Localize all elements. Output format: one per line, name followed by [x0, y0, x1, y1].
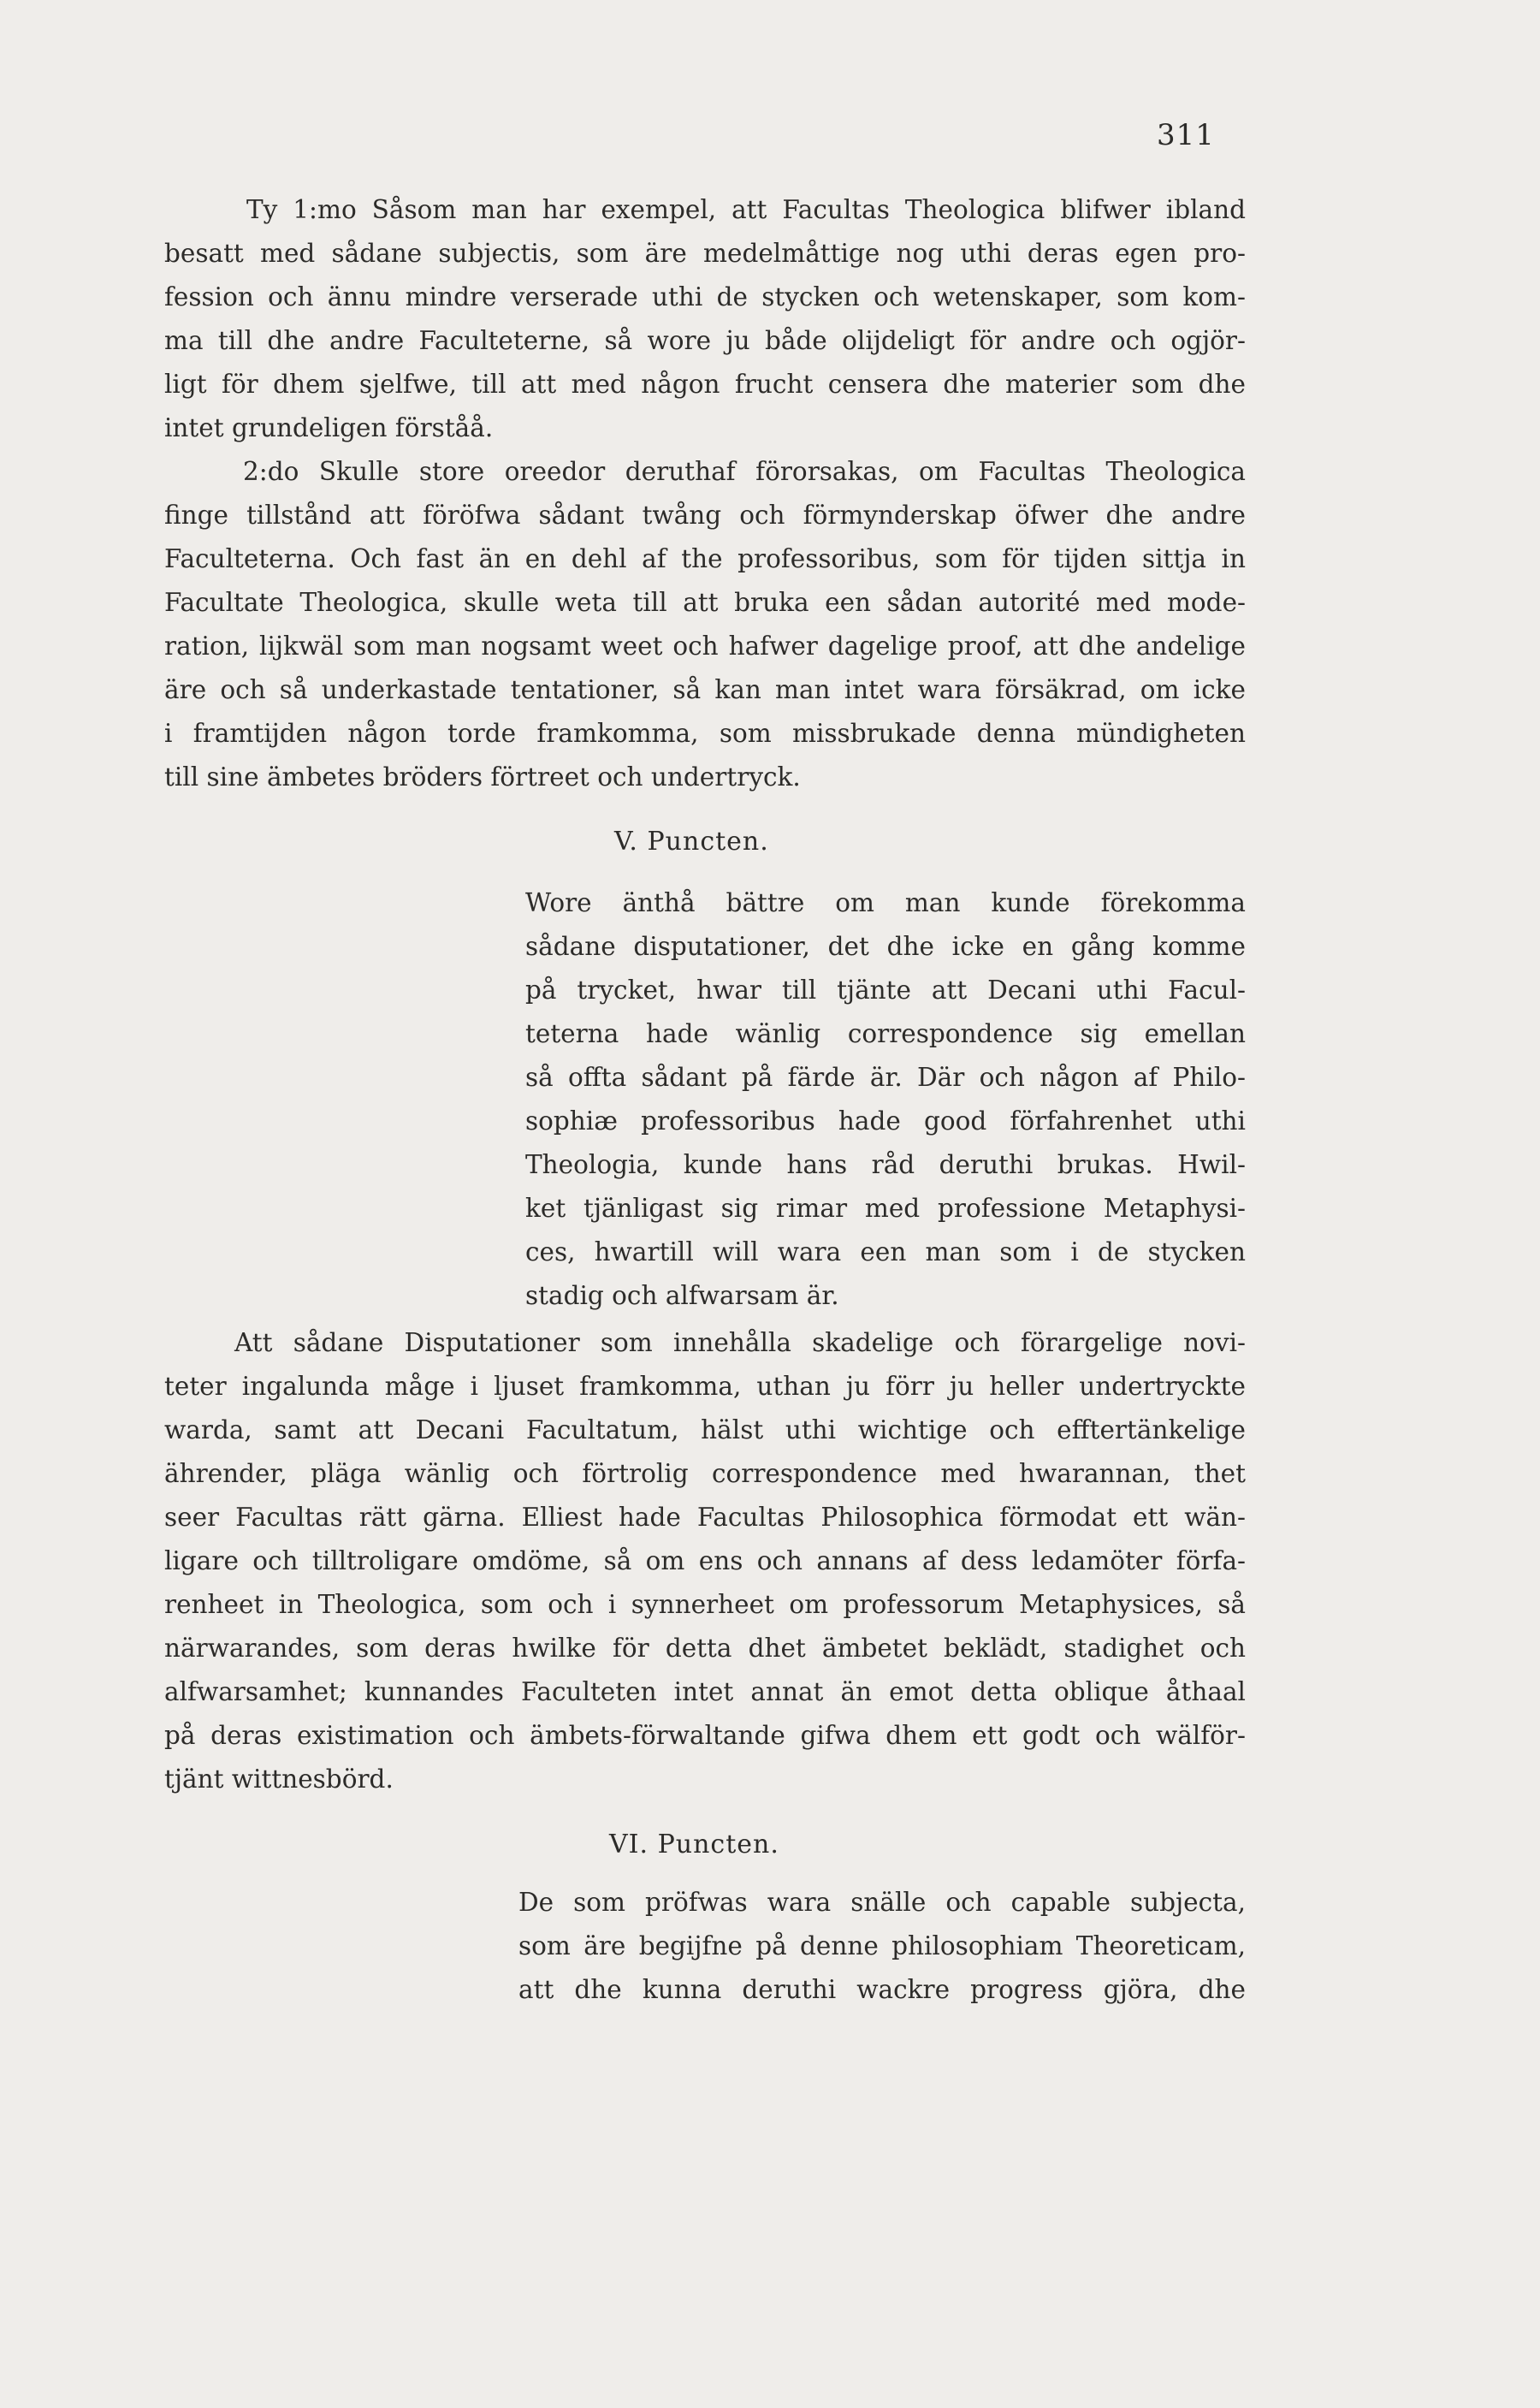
text-line: närwarandes, som deras hwilke för detta dhet ämbetet beklädt, stadighet och: [164, 1634, 1246, 1663]
section-heading-vi: VI. Puncten.: [609, 1830, 779, 1859]
text-line: ligt för dhem sjelfwe, till att med någon frucht censera dhe materier som dhe: [164, 370, 1246, 399]
text-line: Faculteterna. Och fast än en dehl af the professoribus, som för tijden sittja in: [164, 544, 1246, 573]
text-line: ma till dhe andre Faculteterne, så wore ju både olijdeligt för andre och ogjör-: [164, 326, 1246, 355]
text-line: ket tjänligast sig rimar med professione Metaphysi-: [525, 1194, 1246, 1223]
text-line: alfwarsamhet; kunnandes Faculteten intet annat än emot detta oblique åthaal: [164, 1677, 1246, 1706]
text-line: ces, hwartill will wara een man som i de stycken: [525, 1237, 1246, 1266]
text-line: seer Facultas rätt gärna. Elliest hade Facultas Philosophica förmodat ett wän-: [164, 1503, 1246, 1532]
text-line: sophiæ professoribus hade good förfahrenhet uthi: [525, 1106, 1246, 1136]
text-line: stadig och alfwarsam är.: [525, 1281, 839, 1310]
text-line: Facultate Theologica, skulle weta till att bruka een sådan autorité med mode-: [164, 588, 1246, 617]
text-line: Theologia, kunde hans råd deruthi brukas. Hwil-: [525, 1150, 1246, 1179]
text-line: på trycket, hwar till tjänte att Decani uthi Facul-: [525, 976, 1246, 1005]
text-line: Att sådane Disputationer som innehålla skadelige och förargelige novi-: [234, 1328, 1246, 1357]
text-line: att dhe kunna deruthi wackre progress gjöra, dhe: [518, 1975, 1246, 2004]
text-line: 2:do Skulle store oreedor deruthaf förorsakas, om Facultas Theologica: [243, 457, 1246, 486]
text-line: äre och så underkastade tentationer, så kan man intet wara försäkrad, om icke: [164, 675, 1246, 704]
paragraph-1: [164, 188, 1246, 450]
text-line: warda, samt att Decani Facultatum, hälst uthi wichtige och efftertänkelige: [164, 1415, 1246, 1444]
text-line: Wore änthå bättre om man kunde förekomma: [525, 888, 1246, 917]
text-line: som äre begijfne på denne philosophiam Theoreticam,: [518, 1931, 1246, 1960]
text-line: i framtijden någon torde framkomma, som missbrukade denna mündigheten: [164, 719, 1246, 748]
section-heading-v: V. Puncten.: [614, 827, 769, 857]
text-line: besatt med sådane subjectis, som äre medelmåttige nog uthi deras egen pro-: [164, 239, 1246, 268]
text-line: Ty 1:mo Såsom man har exempel, att Facultas Theologica blifwer ibland: [246, 195, 1246, 224]
text-line: teterna hade wänlig correspondence sig emellan: [525, 1019, 1246, 1048]
paragraph-3: [525, 881, 1246, 1318]
text-line: ährender, pläga wänlig och förtrolig correspondence med hwarannan, thet: [164, 1459, 1246, 1488]
text-line: sådane disputationer, det dhe icke en gång komme: [525, 932, 1246, 961]
text-line: på deras existimation och ämbets-förwaltande gifwa dhem ett godt och wälför-: [164, 1721, 1246, 1750]
text-line: finge tillstånd att föröfwa sådant twång och förmynderskap öfwer dhe andre: [164, 501, 1246, 530]
text-line: så offta sådant på färde är. Där och någon af Philo-: [525, 1063, 1246, 1092]
text-line: renheet in Theologica, som och i synnerheet om professorum Metaphysices, så: [164, 1590, 1246, 1619]
page-number: 311: [1157, 118, 1215, 152]
text-line: ration, lijkwäl som man nogsamt weet och hafwer dagelige proof, att dhe andelige: [164, 632, 1246, 661]
text-line: De som pröfwas wara snälle och capable subjecta,: [518, 1888, 1246, 1917]
text-line: intet grundeligen förståå.: [164, 413, 494, 442]
paragraph-2: [164, 450, 1246, 799]
text-line: till sine ämbetes bröders förtreet och undertryck.: [164, 762, 801, 792]
text-line: ligare och tilltroligare omdöme, så om ens och annans af dess ledamöter förfa-: [164, 1546, 1246, 1575]
text-line: tjänt wittnesbörd.: [164, 1764, 394, 1794]
text-line: fession och ännu mindre verserade uthi de stycken och wetenskaper, som kom-: [164, 282, 1246, 311]
paragraph-4: [164, 1321, 1246, 1801]
text-line: teter ingalunda måge i ljuset framkomma, uthan ju förr ju heller undertryckte: [164, 1372, 1246, 1401]
paragraph-5: [518, 1881, 1246, 2012]
